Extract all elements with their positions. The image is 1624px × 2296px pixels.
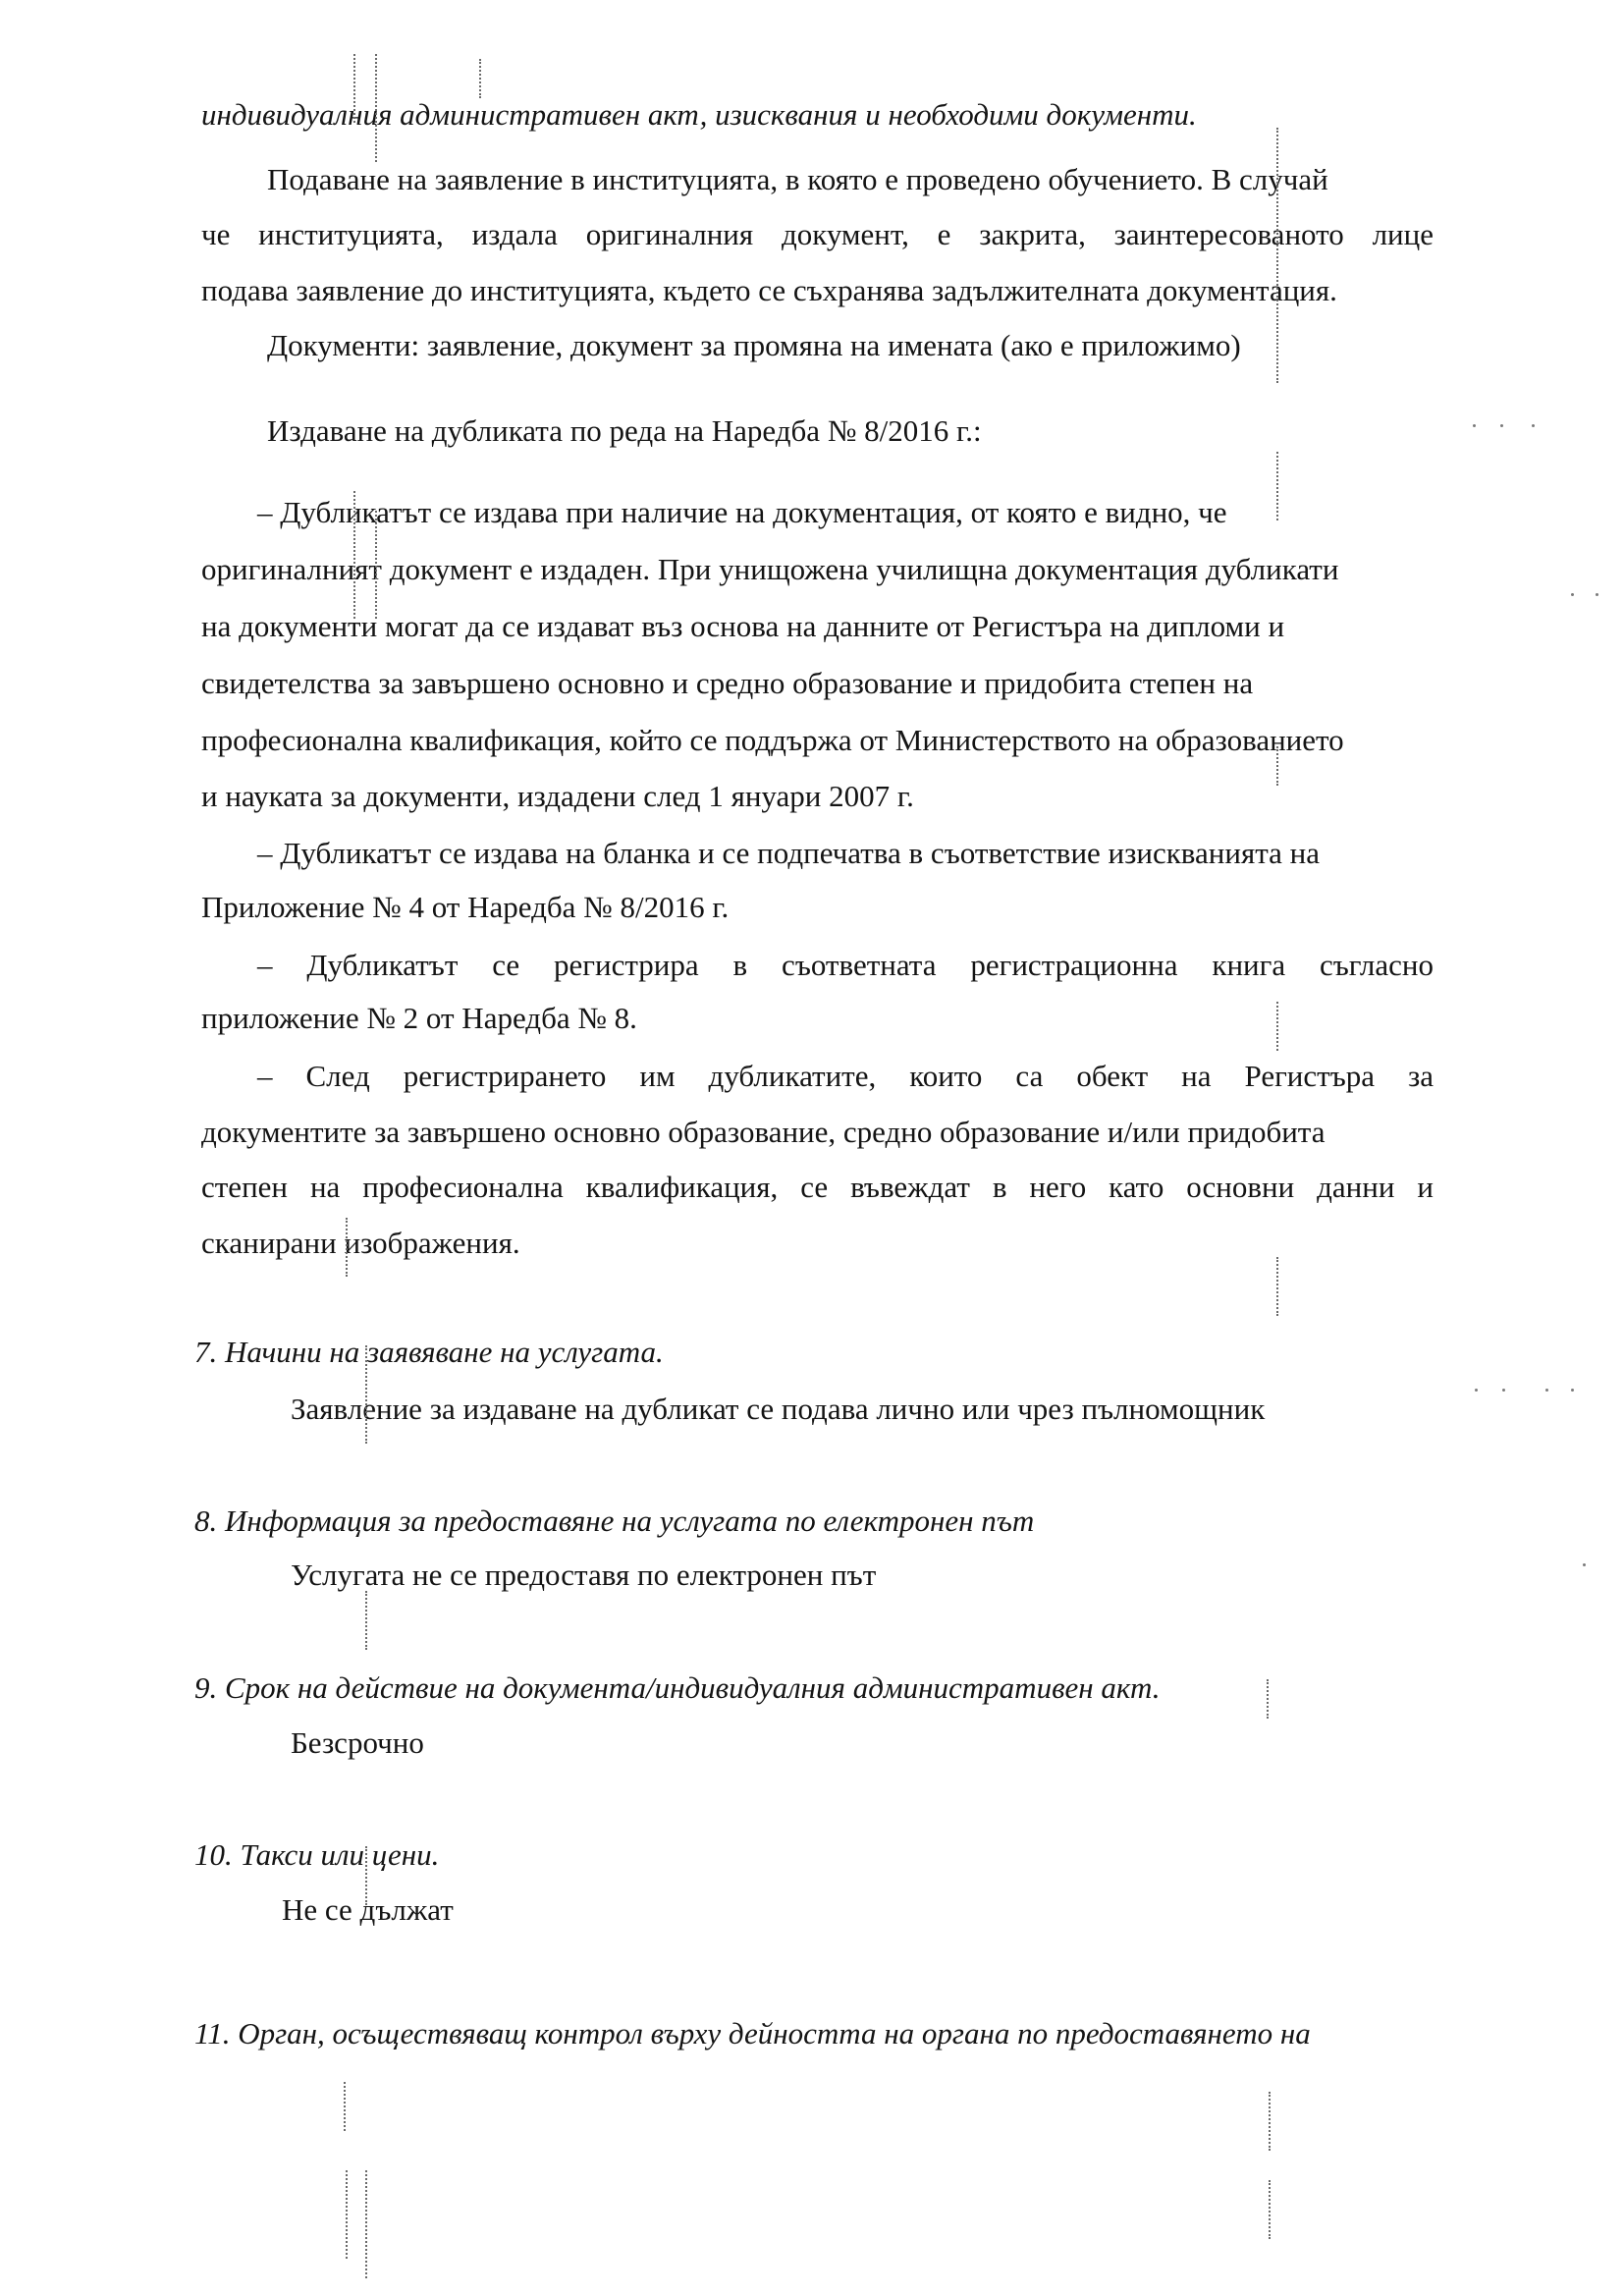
scan-artifact [375,54,377,162]
scan-artifact [1269,2180,1271,2239]
s6-b2-line-1: – Дубликатът се издава на бланка и се подпечатва в съответствие изискванията на [257,836,1321,870]
s9-heading: 9. Срок на действие на документа/индивидуалния административен акт. [194,1670,1161,1705]
s11-heading: 11. Орган, осъществяващ контрол върху дейността на органа по предоставянето на [194,2016,1311,2050]
scan-artifact [1276,746,1278,786]
scan-artifact [365,1345,367,1444]
s6-b3-line-2: приложение № 2 от Наредба № 8. [201,1001,637,1035]
scan-speck [1475,1389,1478,1392]
scan-artifact [1276,1002,1278,1051]
scan-speck [1596,593,1598,596]
scan-artifact [365,1591,367,1650]
s6-b1-line-3: на документи могат да се издават въз основа на данните от Регистъра на дипломи и [201,609,1285,643]
scan-artifact [1269,2092,1271,2151]
s6-b4-line-2: документите за завършено основно образование, средно образование и/или придобита [201,1115,1326,1149]
scan-speck [1473,424,1476,427]
scan-speck [1500,424,1503,427]
s10-text: Не се дължат [282,1892,454,1927]
scan-artifact [353,491,355,619]
scan-artifact [346,1218,348,1277]
scan-speck [1532,424,1535,427]
s8-heading: 8. Информация за предоставяне на услугата по електронен път [194,1503,1035,1538]
scan-speck [1583,1563,1586,1566]
s6-duplicate-heading: Издаване на дубликата по реда на Наредба № 8/2016 г.: [267,413,982,448]
scan-artifact [1276,128,1278,383]
scan-speck [1502,1389,1505,1392]
s6-p1-line-2: че институцията, издала оригиналния документ, е закрита, заинтересованото лице [201,217,1434,251]
s7-heading: 7. Начини на заявяване на услугата. [194,1335,664,1369]
scan-artifact [1267,1679,1269,1719]
scan-speck [1571,593,1574,596]
s6-b3-line-1: – Дубликатът се регистрира в съответната регистрационна книга съгласно [257,948,1434,982]
scan-artifact [353,54,355,123]
intro-line: индивидуалния административен акт, изисквания и необходими документи. [201,97,1197,132]
scan-artifact [1276,1257,1278,1316]
s6-b1-line-2: оригиналният документ е издаден. При унищожена училищна документация дубликати [201,552,1339,586]
s6-p1-line-3: подава заявление до институцията, където се съхранява задължителната документация. [201,273,1337,307]
s6-b4-line-1: – След регистрирането им дубликатите, които са обект на Регистъра за [257,1059,1434,1093]
scan-speck [1571,1389,1574,1392]
s6-b4-line-3: степен на професионална квалификация, се въвеждат в него като основни данни и [201,1170,1434,1204]
s6-b1-line-5: професионална квалификация, който се поддържа от Министерството на образованието [201,723,1344,757]
s7-text: Заявление за издаване на дубликат се подава лично или чрез пълномощник [291,1392,1266,1426]
scan-artifact [365,2170,367,2278]
scan-artifact [365,1846,367,1905]
s6-b1-line-4: свидетелства за завършено основно и средно образование и придобита степен на [201,666,1254,700]
s9-text: Безсрочно [291,1725,424,1760]
s6-b2-line-2: Приложение № 4 от Наредба № 8/2016 г. [201,890,730,924]
scan-speck [1545,1389,1548,1392]
scan-artifact [344,2082,346,2131]
s6-p1-line-1: Подаване на заявление в институцията, в която е проведено обучението. В случай [267,162,1328,196]
s10-heading: 10. Такси или цени. [194,1837,440,1872]
s6-b4-line-4: сканирани изображения. [201,1226,520,1260]
scan-artifact [346,2170,348,2259]
s6-documents: Документи: заявление, документ за промяна на имената (ако е приложимо) [267,328,1241,362]
s8-text: Услугата не се предоставя по електронен път [291,1558,877,1592]
scan-artifact [375,511,377,619]
s6-b1-line-6: и науката за документи, издадени след 1 януари 2007 г. [201,779,914,813]
scan-artifact [479,59,481,98]
scan-artifact [1276,452,1278,520]
s6-b1-line-1: – Дубликатът се издава при наличие на документация, от която е видно, че [257,495,1227,529]
